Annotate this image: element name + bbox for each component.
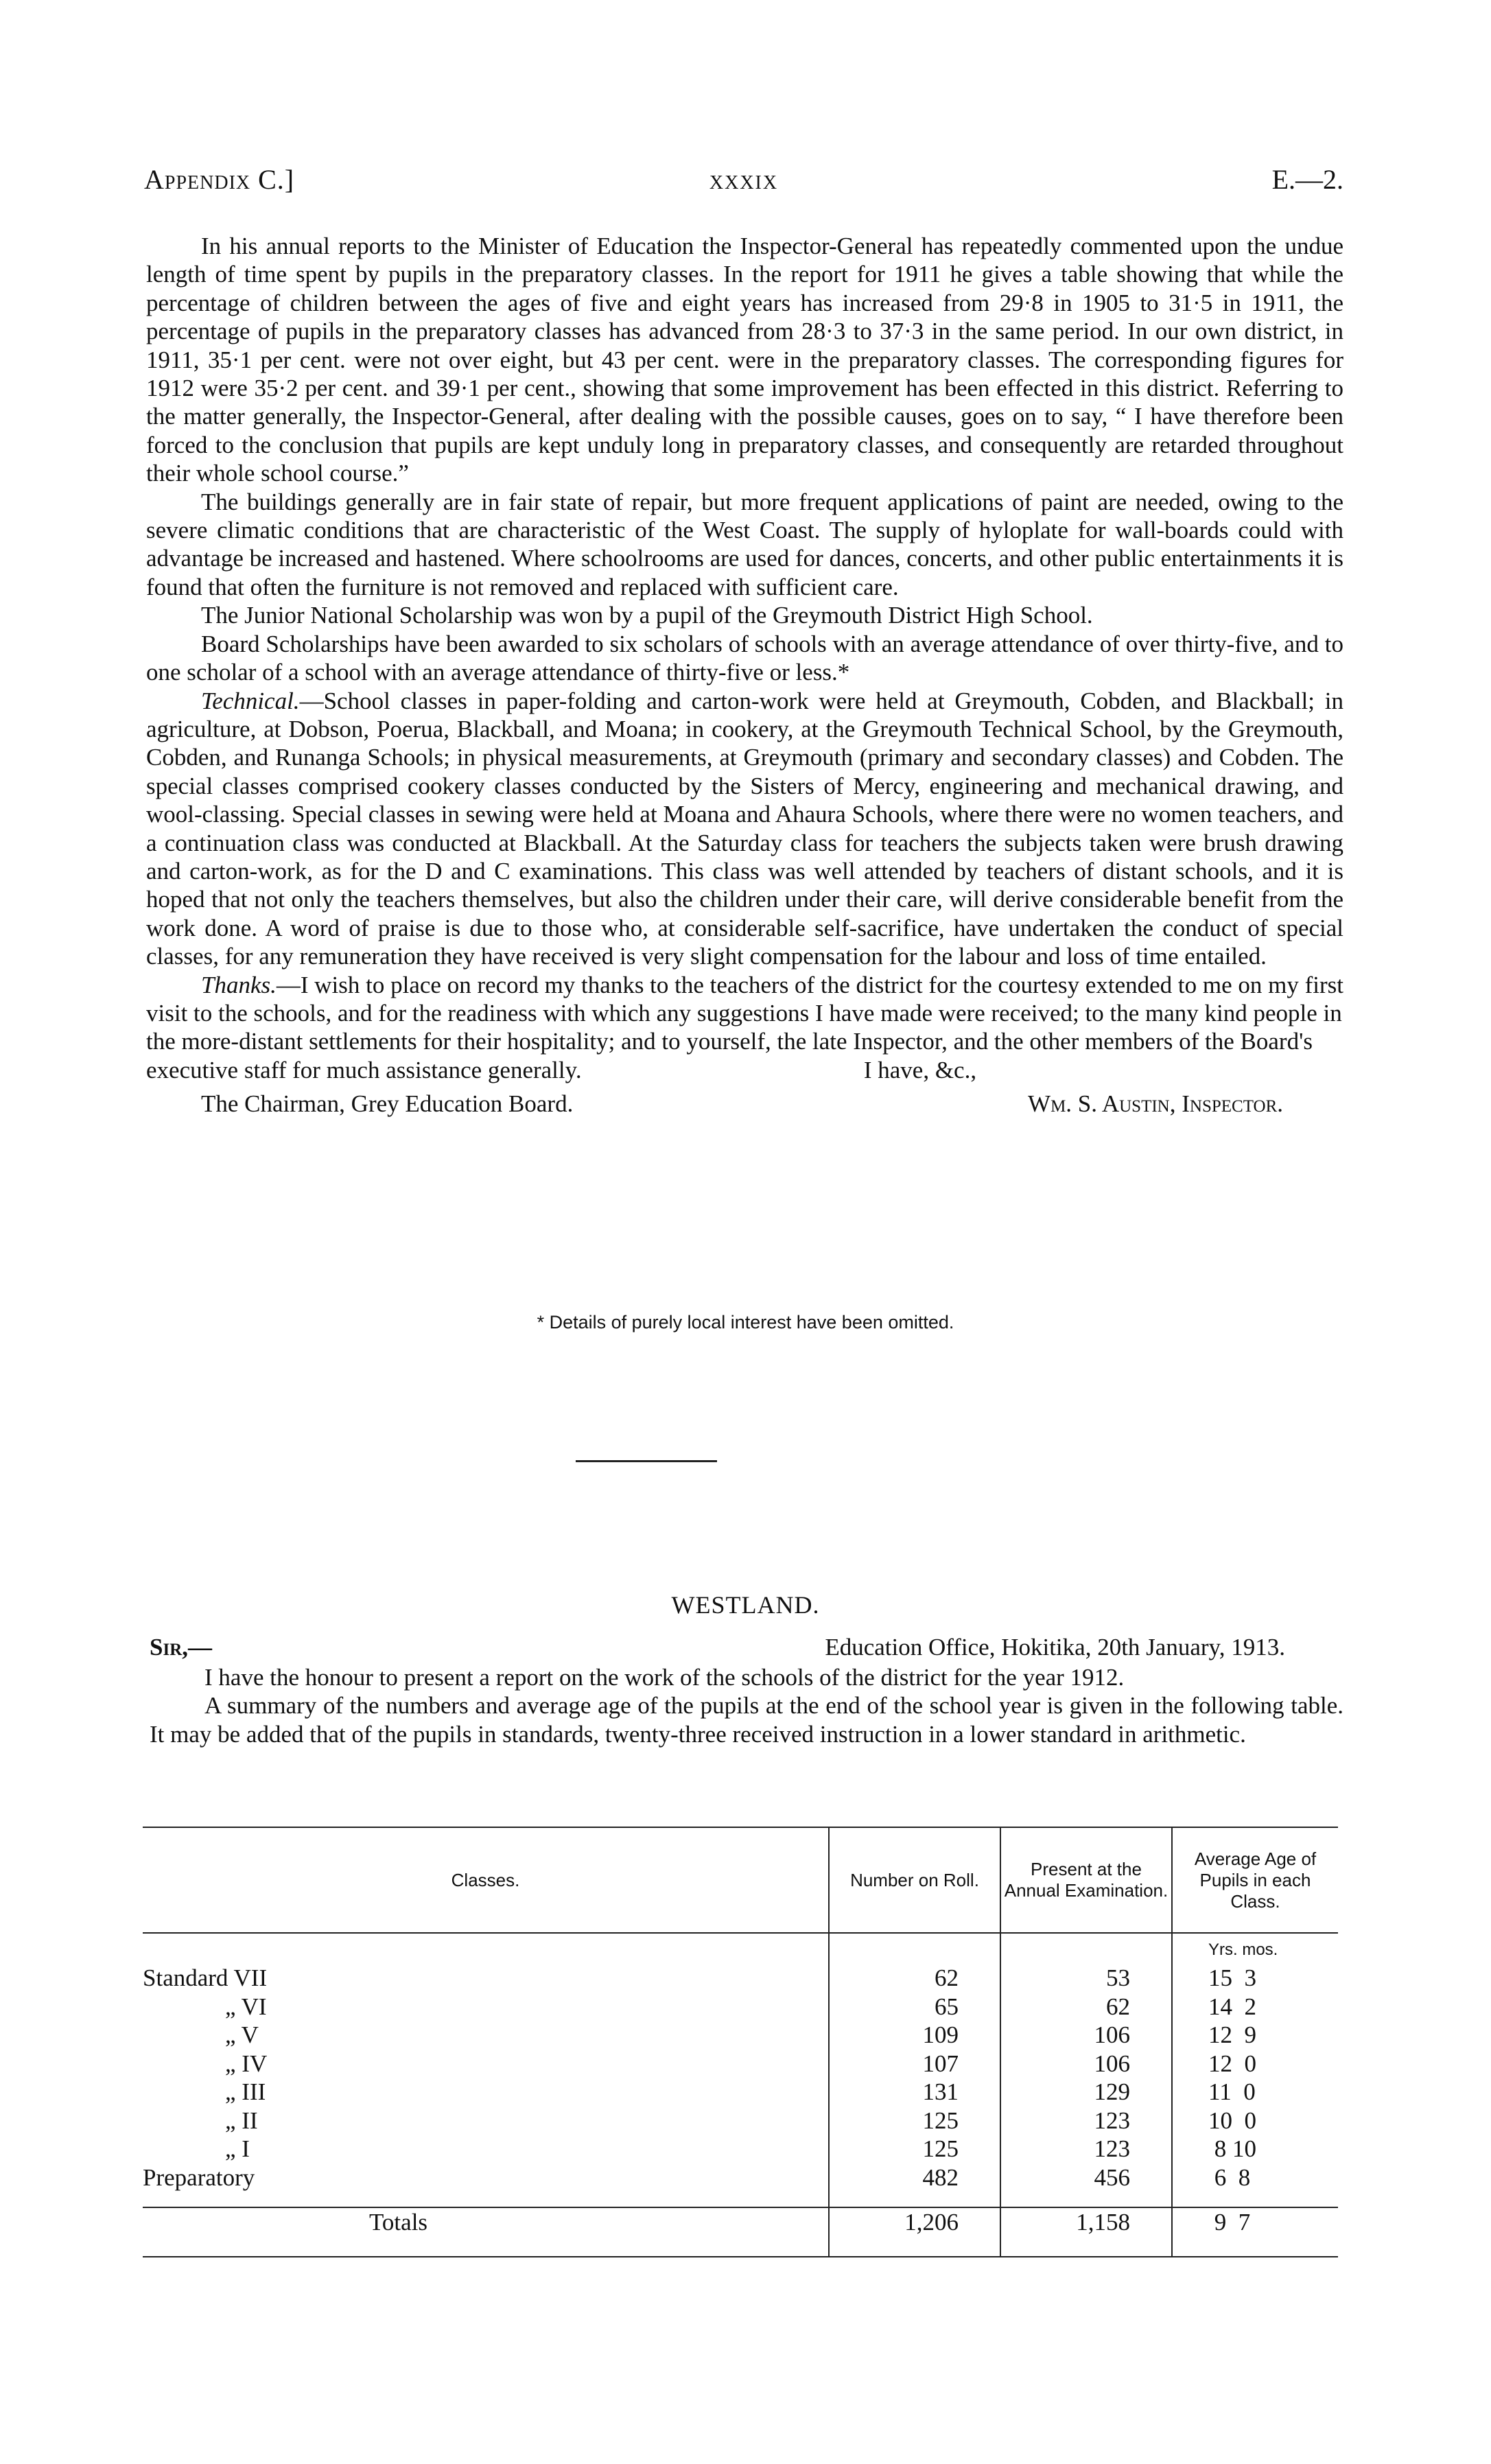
roll-value: 62 (829, 1964, 1000, 1993)
present-value: 62 (1000, 1993, 1172, 2021)
table-row (143, 2078, 1338, 2107)
section-title: WESTLAND. (671, 1591, 820, 1619)
thanks-text: —I wish to place on record my thanks to the teachers of the district for the courtesy extended to me on my first visit to the schools, and for the readiness with which any suggestions I have made were received; to the many kind people in the more-distant settlements for their hospitality; and to yourself, the late Inspector, and the other members of the Board's executive staff for much assistance generally. (146, 971, 1343, 1083)
technical-paragraph (146, 687, 1343, 971)
age-value: 6 8 (1172, 2163, 1338, 2192)
paragraph: A summary of the numbers and average age of the pupils at the end of the school year is given in the following table. It may be added that of the pupils in standards, twenty-three received instruction in a lower standard in arithmetic. (150, 1692, 1343, 1748)
salutation-line (150, 1633, 1343, 1663)
roll-value: 65 (829, 1993, 1000, 2021)
paragraph: I have the honour to present a report on the work of the schools of the district for the year 1912. (204, 1664, 1125, 1691)
table-row (143, 2021, 1338, 2050)
paragraph: The buildings generally are in fair state of repair, but more frequent applications of paint are needed, owing to the severe climatic conditions that are characteristic of the West Coast. The supply of hyloplate for wall-boards could with advantage be increased and hastened. Where schoolrooms are used for dances, concerts, and other public entertainments it is found that often the furniture is not removed and replaced with sufficient care. (146, 488, 1343, 600)
present-value: 106 (1000, 2021, 1172, 2050)
thanks-paragraph (146, 971, 1343, 1085)
table-header-row (143, 1827, 1338, 1933)
row-label: „ V (225, 2021, 259, 2048)
present-value: 456 (1000, 2163, 1172, 2192)
row-label: „ III (225, 2078, 266, 2105)
totals-present: 1,158 (1000, 2207, 1172, 2257)
paragraph: Board Scholarships have been awarded to six scholars of schools with an average attendance of over thirty-five, and to one scholar of a school with an average attendance of thirty-five or less.* (146, 630, 1343, 686)
table-row (143, 2163, 1338, 2192)
roll-value: 107 (829, 2050, 1000, 2078)
footnote: * Details of purely local interest have been omitted. (537, 1312, 954, 1333)
age-value: 14 2 (1172, 1993, 1338, 2021)
age-value: 15 3 (1172, 1964, 1338, 1993)
roll-value: 125 (829, 2135, 1000, 2163)
row-label: Standard VII (143, 1964, 268, 1991)
paragraph: In his annual reports to the Minister of Education the Inspector-General has repeatedly commented upon the undue length of time spent by pupils in the preparatory classes. In the report for 1911 he gives a table showing that while the percentage of children between the ages of five and eight years has increased from 29·8 in 1905 to 31·5 in 1911, the percentage of pupils in the preparatory classes has advanced from 28·3 to 37·3 in the same period. In our own district, in 1911, 35·1 per cent. were not over eight, but 43 per cent. were in the preparatory classes. The corresponding figures for 1912 were 35·2 per cent. and 39·1 per cent., showing that some improvement has been effected in this district. Referring to the matter generally, the Inspector-General, after dealing with the possible causes, goes on to say, “ I have therefore been forced to the conclusion that pupils are kept unduly long in preparatory classes, and consequently are retarded throughout their whole school course.” (146, 233, 1343, 487)
roll-value: 125 (829, 2107, 1000, 2135)
paragraph: The Junior National Scholarship was won by a pupil of the Greymouth District High School. (201, 602, 1093, 629)
table-row (143, 2135, 1338, 2163)
page-number: xxxix (709, 164, 779, 195)
age-value: 10 0 (1172, 2107, 1338, 2135)
office-date: Education Office, Hokitika, 20th January, 1913. (825, 1634, 1285, 1661)
row-label: „ VI (225, 1993, 267, 2020)
technical-text: —School classes in paper-folding and carton-work were held at Greymouth, Cobden, and Blackball; in agriculture, at Dobson, Poerua, Blackball, and Moana; in cookery, at the Greymouth Technical School, by the Greymouth, Cobden, and Runanga Schools; in physical measurements, at Greymouth (primary and secondary classes) and Cobden. The special classes comprised cookery classes conducted by the Sisters of Mercy, engineering and mechanical drawing, and wool-classing. Special classes in sewing were held at Moana and Ahaura Schools, where there were no women teachers, and a continuation class was conducted at Blackball. At the Saturday class for teachers the subjects taken were brush drawing and carton-work, as for the D and C examinations. This class was well attended by teachers of distant schools, and it is hoped that not only the teachers themselves, but also the children under their care, will derive considerable benefit from the work done. A word of praise is due to those who, at considerable self-sacrifice, have undertaken the conduct of special classes, for any remuneration they have received is very slight compensation for the labour and loss of time entailed. (146, 687, 1343, 970)
page-header (144, 163, 1343, 198)
table-row (143, 1964, 1338, 1993)
signature-line (146, 1090, 1343, 1123)
age-value: 8 10 (1172, 2135, 1338, 2163)
closing: I have, &c., (863, 1056, 977, 1083)
table-row (143, 2107, 1338, 2135)
roll-value: 482 (829, 2163, 1000, 2192)
row-label: „ II (225, 2107, 258, 2134)
thanks-heading: Thanks. (201, 971, 277, 998)
addressee: The Chairman, Grey Education Board. (201, 1090, 574, 1118)
row-label: Preparatory (143, 2163, 255, 2191)
age-units: Yrs. mos. (1172, 1933, 1338, 1964)
roll-value: 109 (829, 2021, 1000, 2050)
salutation: Sir,— (150, 1634, 212, 1661)
col-header-present: Present at the Annual Examination. (1000, 1827, 1172, 1933)
row-label: „ I (225, 2135, 250, 2162)
row-label: „ IV (225, 2050, 268, 2077)
present-value: 106 (1000, 2050, 1172, 2078)
totals-label: Totals (143, 2207, 829, 2257)
grey-report-body (146, 232, 1343, 1123)
appendix-label: Appendix C.] (144, 164, 295, 195)
present-value: 123 (1000, 2135, 1172, 2163)
totals-roll: 1,206 (829, 2207, 1000, 2257)
pupil-summary-table (143, 1827, 1338, 2257)
age-value: 11 0 (1172, 2078, 1338, 2107)
present-value: 53 (1000, 1964, 1172, 1993)
technical-heading: Technical. (201, 687, 300, 714)
signature: Wm. S. Austin, Inspector. (1028, 1090, 1283, 1118)
age-value: 12 9 (1172, 2021, 1338, 2050)
present-value: 129 (1000, 2078, 1172, 2107)
units-row (143, 1933, 1338, 1964)
spacer-row (143, 2192, 1338, 2207)
table-row (143, 2050, 1338, 2078)
roll-value: 131 (829, 2078, 1000, 2107)
totals-row (143, 2207, 1338, 2257)
totals-age: 9 7 (1172, 2207, 1338, 2257)
section-divider (576, 1460, 717, 1462)
col-header-age: Average Age of Pupils in each Class. (1172, 1827, 1338, 1933)
report-code: E.—2. (1271, 164, 1343, 195)
present-value: 123 (1000, 2107, 1172, 2135)
table-row (143, 1993, 1338, 2021)
westland-report-body (150, 1633, 1343, 1748)
age-value: 12 0 (1172, 2050, 1338, 2078)
col-header-roll: Number on Roll. (829, 1827, 1000, 1933)
col-header-classes: Classes. (143, 1827, 829, 1933)
